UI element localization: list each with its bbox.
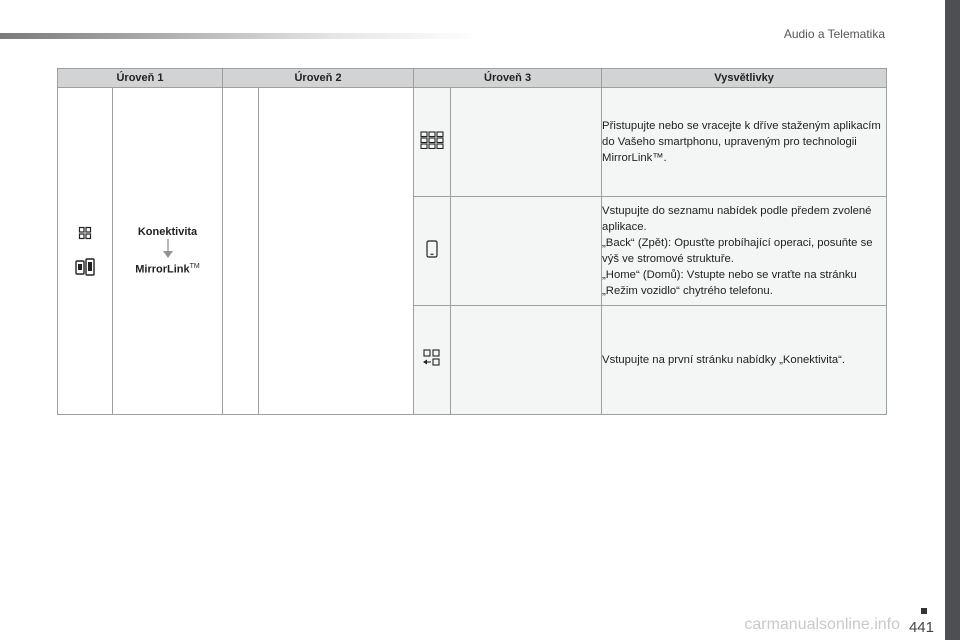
smartphone-icon: [426, 240, 438, 258]
apps-grid-icon: [420, 131, 444, 149]
level2-icon-cell: [223, 88, 259, 415]
level1-icon-cell: [58, 88, 113, 415]
level2-label-cell: [259, 88, 414, 415]
connectivity-back-icon: [422, 349, 442, 367]
explanation-apps: Přistupujte nebo se vracejte k dříve staženým aplikacím do Vašeho smartphonu, upraveným pro technologii MirrorLink™.: [602, 88, 887, 197]
column-header-level1: Úroveň 1: [58, 69, 223, 88]
level2-connectivity-cell: [113, 88, 223, 415]
explanation-line: Vstupujte do seznamu nabídek podle předem zvolené aplikace. „Back“ (Zpět): Opusťte probíhající operaci, posuňte se výš ve stromové struktuře. „Home“ (Domů): Vstupte nebo se vraťte na stránku „Režim vozidlo“ chytrého telefonu.: [602, 205, 873, 297]
arrow-down-icon: [162, 239, 174, 262]
connectivity-icon: [78, 226, 92, 240]
level3-label-cell: [451, 88, 602, 197]
level3-icon-cell: [414, 306, 451, 415]
table-header-row: [58, 69, 887, 88]
explanation-connectivity-home: Vstupujte na první stránku nabídky „Konektivita“.: [602, 306, 887, 415]
level3-icon-cell: [414, 197, 451, 306]
watermark: carmanualsonline.info: [744, 616, 900, 633]
page-side-bar: [945, 0, 960, 640]
table-row: [58, 88, 887, 197]
column-header-explanations: Vysvětlivky: [602, 69, 887, 88]
level3-icon-cell: [414, 88, 451, 197]
mirrorlink-icon: [75, 258, 95, 276]
column-header-level2: Úroveň 2: [223, 69, 414, 88]
page-number: 441: [908, 619, 934, 636]
level3-label-cell: [451, 197, 602, 306]
explanation-smartphone: [602, 197, 887, 306]
connectivity-label: Konektivita: [137, 226, 198, 239]
section-title: Audio a Telematika: [783, 27, 885, 41]
header-gradient-bar: [0, 33, 480, 39]
column-header-level3: Úroveň 3: [414, 69, 602, 88]
mirrorlink-label: MirrorLink™: [135, 263, 200, 276]
footer-marker: [921, 608, 927, 614]
level3-label-cell: [451, 306, 602, 415]
menu-table: [57, 68, 887, 415]
